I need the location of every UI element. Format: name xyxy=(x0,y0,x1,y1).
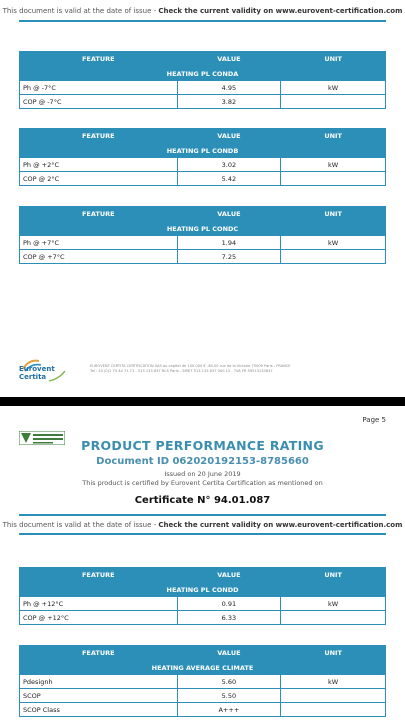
value-cell: A+++ xyxy=(177,703,281,717)
unit-cell xyxy=(281,95,386,109)
col-header-feature: FEATURE xyxy=(20,568,178,583)
col-header-value: VALUE xyxy=(177,129,281,144)
feature-cell: SCOP Class xyxy=(20,703,178,717)
table-row xyxy=(20,597,386,611)
table-row xyxy=(20,95,386,109)
spec-table-condc xyxy=(19,206,386,264)
value-cell: 7.25 xyxy=(177,250,281,264)
footer-line-2: Tel : 33 (0)1 75 44 71 71 - 513 133 637 RCS Paris - SIRET 513 133 637 000 15 - TVA FR 59513133637 xyxy=(90,369,273,373)
section-title: HEATING PL CONDB xyxy=(20,144,386,158)
unit-cell xyxy=(281,611,386,625)
company-footer xyxy=(90,364,291,374)
value-cell: 0.91 xyxy=(177,597,281,611)
col-header-feature: FEATURE xyxy=(20,207,178,222)
validity-notice: This document is valid at the date of issue - Check the current validity on www.eurovent-certification.com xyxy=(2,7,403,15)
feature-cell: COP @ 2°C xyxy=(20,172,178,186)
feature-cell: Ph @ +2°C xyxy=(20,158,178,172)
header-rule xyxy=(19,20,386,22)
table-row xyxy=(20,703,386,717)
table-row xyxy=(20,689,386,703)
col-header-feature: FEATURE xyxy=(20,129,178,144)
unit-cell: kW xyxy=(281,675,386,689)
page-separator xyxy=(0,397,405,406)
value-cell: 5.60 xyxy=(177,675,281,689)
page-number: Page 5 xyxy=(362,416,386,424)
value-cell: 3.02 xyxy=(177,158,281,172)
feature-cell: Pdesignh xyxy=(20,675,178,689)
unit-cell: kW xyxy=(281,236,386,250)
certificate-number: Certificate N° 94.01.087 xyxy=(134,495,271,506)
unit-cell: kW xyxy=(281,81,386,95)
feature-cell: Ph @ +7°C xyxy=(20,236,178,250)
feature-cell: COP @ -7°C xyxy=(20,95,178,109)
section-title: HEATING PL CONDA xyxy=(20,67,386,81)
col-header-value: VALUE xyxy=(177,52,281,67)
logo-line-1: Eurovent xyxy=(19,365,55,373)
section-title: HEATING PL CONDC xyxy=(20,222,386,236)
unit-cell: kW xyxy=(281,158,386,172)
col-header-feature: FEATURE xyxy=(20,646,178,661)
value-cell: 6.33 xyxy=(177,611,281,625)
table-row xyxy=(20,81,386,95)
value-cell: 3.82 xyxy=(177,95,281,109)
col-header-value: VALUE xyxy=(177,646,281,661)
spec-table-condb xyxy=(19,128,386,186)
unit-cell xyxy=(281,703,386,717)
validity-link[interactable]: Check the current validity on www.eurovent-certification.com xyxy=(158,521,403,529)
unit-cell: kW xyxy=(281,597,386,611)
header-rule xyxy=(19,533,386,535)
document-id: Document ID 062020192153-8785660 xyxy=(96,456,309,467)
unit-cell xyxy=(281,250,386,264)
value-cell: 5.42 xyxy=(177,172,281,186)
col-header-unit: UNIT xyxy=(281,129,386,144)
validity-link[interactable]: Check the current validity on www.eurovent-certification.com xyxy=(158,7,403,15)
value-cell: 5.50 xyxy=(177,689,281,703)
feature-cell: COP @ +12°C xyxy=(20,611,178,625)
table-row xyxy=(20,158,386,172)
feature-cell: SCOP xyxy=(20,689,178,703)
table-row xyxy=(20,236,386,250)
table-row xyxy=(20,675,386,689)
value-cell: 4.95 xyxy=(177,81,281,95)
table-row xyxy=(20,172,386,186)
issue-date: Issued on 20 June 2019 xyxy=(164,470,241,478)
feature-cell: Ph @ +12°C xyxy=(20,597,178,611)
spec-table-conda xyxy=(19,51,386,109)
spec-table-condd xyxy=(19,567,386,625)
page-title: PRODUCT PERFORMANCE RATING xyxy=(81,438,324,453)
section-title: HEATING PL CONDD xyxy=(20,583,386,597)
spec-table-average-climate xyxy=(19,645,386,717)
logo-line-2: Certita xyxy=(19,373,47,381)
col-header-feature: FEATURE xyxy=(20,52,178,67)
table-row xyxy=(20,250,386,264)
certified-by-text: This product is certified by Eurovent Certita Certification as mentioned on xyxy=(82,479,323,487)
footer-line-1: EUROVENT CERTITA CERTIFICATION SAS au capital de 100 000 € -48-50 rue de la Victoire 75009 Paris - FRANCE xyxy=(90,364,291,368)
feature-cell: COP @ +7°C xyxy=(20,250,178,264)
col-header-value: VALUE xyxy=(177,207,281,222)
section-title: HEATING AVERAGE CLIMATE xyxy=(20,661,386,675)
document-page-5 xyxy=(0,406,405,720)
feature-cell: Ph @ -7°C xyxy=(20,81,178,95)
header-rule xyxy=(19,514,386,516)
col-header-unit: UNIT xyxy=(281,207,386,222)
col-header-unit: UNIT xyxy=(281,646,386,661)
unit-cell xyxy=(281,172,386,186)
value-cell: 1.94 xyxy=(177,236,281,250)
validity-notice: This document is valid at the date of issue - Check the current validity on www.eurovent-certification.com xyxy=(2,521,403,529)
unit-cell xyxy=(281,689,386,703)
col-header-unit: UNIT xyxy=(281,568,386,583)
table-row xyxy=(20,611,386,625)
col-header-value: VALUE xyxy=(177,568,281,583)
col-header-unit: UNIT xyxy=(281,52,386,67)
